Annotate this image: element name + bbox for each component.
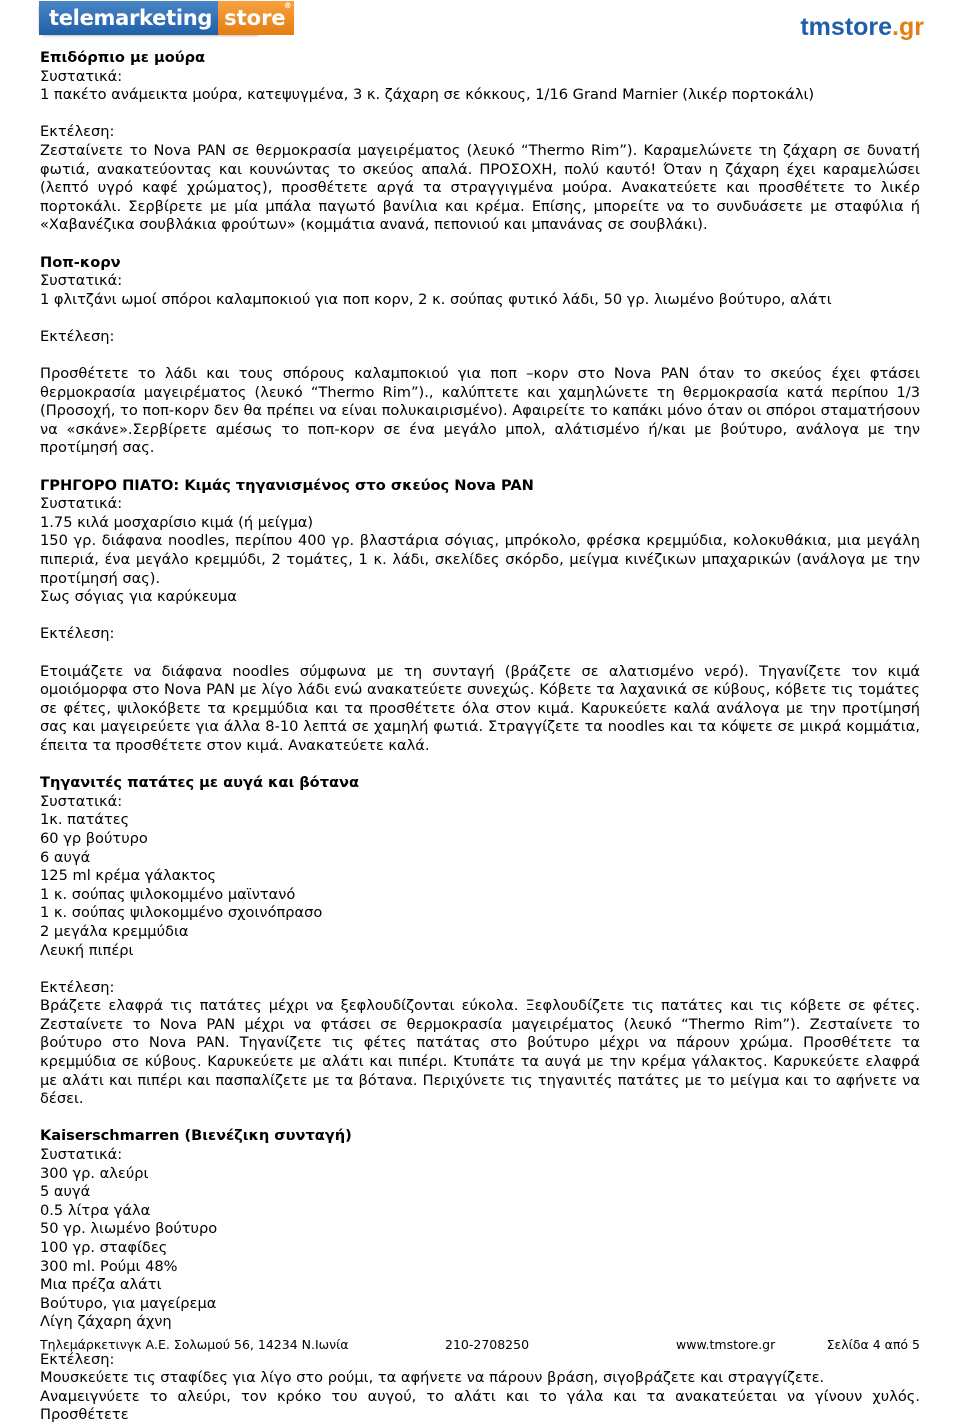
ingredients-label: Συστατικά: — [40, 272, 123, 290]
ingredient-line: 150 γρ. διάφανα noodles, περίπου 400 γρ. βλαστάρια σόγιας, μπρόκολο, φρέσκα κρεμμύδια, κολοκυθάκια, μια μεγάλη πιπεριά, ένα μεγάλο κρεμμύδι, 2 τομάτες, 1 κ. λάδι, σκελίδες σκόρδο, μείγμα κινέζικων μπαχαρικών (ανάλογα με την προτίμησή σας). — [40, 532, 920, 587]
recipe-title: Ποπ-κορν — [40, 253, 121, 271]
footer-phone: 210-2708250 — [445, 1337, 530, 1352]
ingredient-line: Μια πρέζα αλάτι — [40, 1276, 162, 1294]
ingredient-line: 1.75 κιλά μοσχαρίσιο κιμά (ή μείγμα) — [40, 513, 314, 531]
recipe-title: Επιδόρπιο με μούρα — [40, 49, 206, 66]
recipe-berries-dessert — [40, 49, 920, 235]
ingredient-line: 100 γρ. σταφίδες — [40, 1239, 168, 1256]
recipe-quick-minced-meat — [40, 477, 920, 756]
ingredient-line: Σως σόγιας για καρύκευμα — [40, 588, 237, 606]
method-label: Εκτέλεση: — [40, 327, 115, 345]
recipe-kaiserschmarren — [40, 1127, 920, 1425]
ingredient-line: 300 γρ. αλεύρι — [40, 1164, 149, 1182]
ingredient-line: 50 γρ. λιωμένο βούτυρο — [40, 1220, 218, 1238]
method-text: Αναμειγνύετε το αλεύρι, τον κρόκο του αυγού, το αλάτι και το γάλα και τα ανακατεύεται να γίνουν χυλός. Προσθέτετε — [40, 1387, 920, 1424]
logo-telemarketing-text: telemarketing — [39, 1, 218, 35]
recipe-fried-potatoes-eggs — [40, 774, 920, 1109]
ingredient-line: 1 πακέτο ανάμεικτα μούρα, κατεψυγμένα, 3 κ. ζάχαρη σε κόκκους, 1/16 Grand Marnier (λικέρ πορτοκάλι) — [40, 86, 815, 104]
footer-website[interactable]: www.tmstore.gr — [676, 1337, 776, 1352]
ingredient-line: 5 αυγά — [40, 1183, 91, 1201]
method-label: Εκτέλεση: — [40, 978, 115, 996]
ingredient-line: 1 φλιτζάνι ωμοί σπόροι καλαμποκιού για ποπ κορν, 2 κ. σούπας φυτικό λάδι, 50 γρ. λιωμένο βούτυρο, αλάτι — [40, 290, 832, 308]
ingredient-line: 1 κ. σούπας ψιλοκομμένο σχοινόπρασο — [40, 904, 323, 922]
ingredient-line: 1κ. πατάτες — [40, 811, 130, 829]
ingredient-line: 60 γρ βούτυρο — [40, 829, 148, 847]
method-text: Προσθέτετε το λάδι και τους σπόρους καλαμποκιού για ποπ –κορν στο Nova PAN όταν το σκεύος έχει φτάσει θερμοκρασία μαγειρέματος (λευκό “Thermo Rim”)., καλύπτετε και χαμηλώνετε τη θερμοκρασία κατά περίπου 1/3 (Προσοχή, το ποπ-κορν δεν θα πρέπει να είναι πολυκαιρισμένο). Αφαιρείτε το καπάκι μόνο όταν οι σπόροι σταματήσουν να «σκάνε».Σερβίρετε αμέσως το ποπ-κορν σε ένα μεγάλο μπολ, αλάτισμένο ή/και με βούτυρο, ανάλογα με την προτίμησή σας. — [40, 365, 920, 457]
method-label: Εκτέλεση: — [40, 1350, 115, 1368]
recipe-title: Τηγανιτές πατάτες με αυγά και βότανα — [40, 774, 359, 792]
ingredients-label: Συστατικά: — [40, 792, 123, 810]
registered-mark: ® — [283, 1, 292, 10]
recipe-title: ΓΡΗΓΟΡΟ ΠΙΑΤΟ: Κιμάς τηγανισμένος στο σκεύος Nova PAN — [40, 476, 534, 494]
method-text: Ζεσταίνετε το Nova PAN σε θερμοκρασία μαγειρέματος (λευκό “Thermo Rim”). Καραμελώνετε τη ζάχαρη σε δυνατή φωτιά, ανακατεύοντας και κουνώντας το σκεύος απαλά. ΠΡΟΣΟΧΗ, πολύ καυτό! Όταν η ζάχαρη έχει καραμελώσει (λεπτό υγρό καφέ χρώματος), προσθέτετε αργά τα στραγγιγμένα μούρα. Ανακατεύετε και προσθέτετε το λικέρ πορτοκάλι. Σερβίρετε με μία μπάλα παγωτό βανίλια και κρέμα. Επίσης, μπορείτε να το συνδυάσετε με σταφύλια ή «Χαβανέζικα σουβλάκια φρούτων» (κομμάτια ανανά, πεπονιού και μπανάνας σε σουβλάκι). — [40, 141, 920, 234]
telemarketing-store-logo — [39, 1, 292, 35]
ingredient-line: Λευκή πιπέρι — [40, 941, 134, 959]
ingredients-label: Συστατικά: — [40, 1146, 123, 1164]
recipe-popcorn — [40, 254, 920, 459]
footer-page-number: Σελίδα 4 από 5 — [826, 1337, 920, 1352]
method-text: Μουσκεύετε τις σταφίδες για λίγο στο ρούμι, τα αφήνετε να πάρουν βράση, σιγοβράζετε και στραγγίζετε. — [40, 1369, 825, 1387]
ingredient-line: 0.5 λίτρα γάλα — [40, 1201, 151, 1219]
ingredient-line: 1 κ. σούπας ψιλοκομμένο μαϊντανό — [40, 885, 296, 903]
ingredient-line: 2 μεγάλα κρεμμύδια — [40, 922, 189, 940]
ingredients-label: Συστατικά: — [40, 495, 123, 513]
brand-tld: .gr — [892, 13, 924, 41]
ingredient-line: 6 αυγά — [40, 848, 91, 866]
recipe-title: Kaiserschmarren (Βιενέζικη συνταγή) — [40, 1127, 352, 1145]
footer-company-address: Τηλεμάρκετινγκ Α.Ε. Σολωμού 56, 14234 Ν.Ιωνία — [40, 1337, 349, 1352]
ingredient-line: 125 ml κρέμα γάλακτος — [40, 867, 217, 885]
tmstore-brand — [800, 13, 924, 42]
logo-store-text — [218, 1, 294, 35]
method-text: Ετοιμάζετε να διάφανα noodles σύμφωνα με τη συνταγή (βράζετε σε αλατισμένο νερό). Τηγανίζετε τον κιμά ομοιόμορφα στο Nova PAN με λίγο λάδι ενώ ανακατεύετε συνεχώς. Κόβετε τα λαχανικά σε κύβους, κόβετε τις τομάτες σε φέτες, ψιλοκόβετε τα κρεμμύδια και τα προσθέτετε όλα στον κιμά. Καρυκεύετε καλά ανάλογα με την προτίμησή σας και μαγειρεύετε για άλλα 8-10 λεπτά σε χαμηλή φωτιά. Στραγγίζετε τα noodles και τα κόψετε σε μικρά κομμάτια, έπειτα τα προσθέτετε στον κιμά. Ανακατεύετε καλά. — [40, 662, 920, 754]
method-text: Βράζετε ελαφρά τις πατάτες μέχρι να ξεφλουδίζονται εύκολα. Ξεφλουδίζετε τις πατάτες και τις κόβετε σε φέτες. Ζεσταίνετε το Nova PAN μέχρι να φτάσει σε θερμοκρασία μαγειρέματος (λευκό “Thermo Rim”). Ζεσταίνετε το βούτυρο στο Nova PAN. Τηγανίζετε τις φέτες πατάτας στο βούτυρο μέχρι να πάρουν χρώμα. Προσθέτετε τα κρεμμύδια σε κύβους. Καρυκεύετε με αλάτι και πιπέρι. Κτυπάτε τα αυγά με την κρέμα γάλακτος. Καρυκεύετε ελαφρά με αλάτι και πιπέρι και πασπαλίζετε με τα βότανα. Περιχύνετε τις τηγανιτές πατάτες με το μείγμα και το αφήνετε να δέσει. — [40, 997, 920, 1108]
ingredients-label: Συστατικά: — [40, 67, 123, 85]
ingredient-line: Λίγη ζάχαρη άχνη — [40, 1313, 172, 1331]
page-header — [0, 0, 960, 44]
method-label: Εκτέλεση: — [40, 625, 115, 643]
ingredient-line: Βούτυρο, για μαγείρεμα — [40, 1294, 217, 1312]
ingredient-line: 300 ml. Ρούμι 48% — [40, 1257, 178, 1275]
brand-main: tmstore — [800, 13, 893, 41]
logo-store-label: store — [224, 6, 286, 30]
document-body — [40, 49, 920, 1425]
method-label: Εκτέλεση: — [40, 123, 115, 141]
